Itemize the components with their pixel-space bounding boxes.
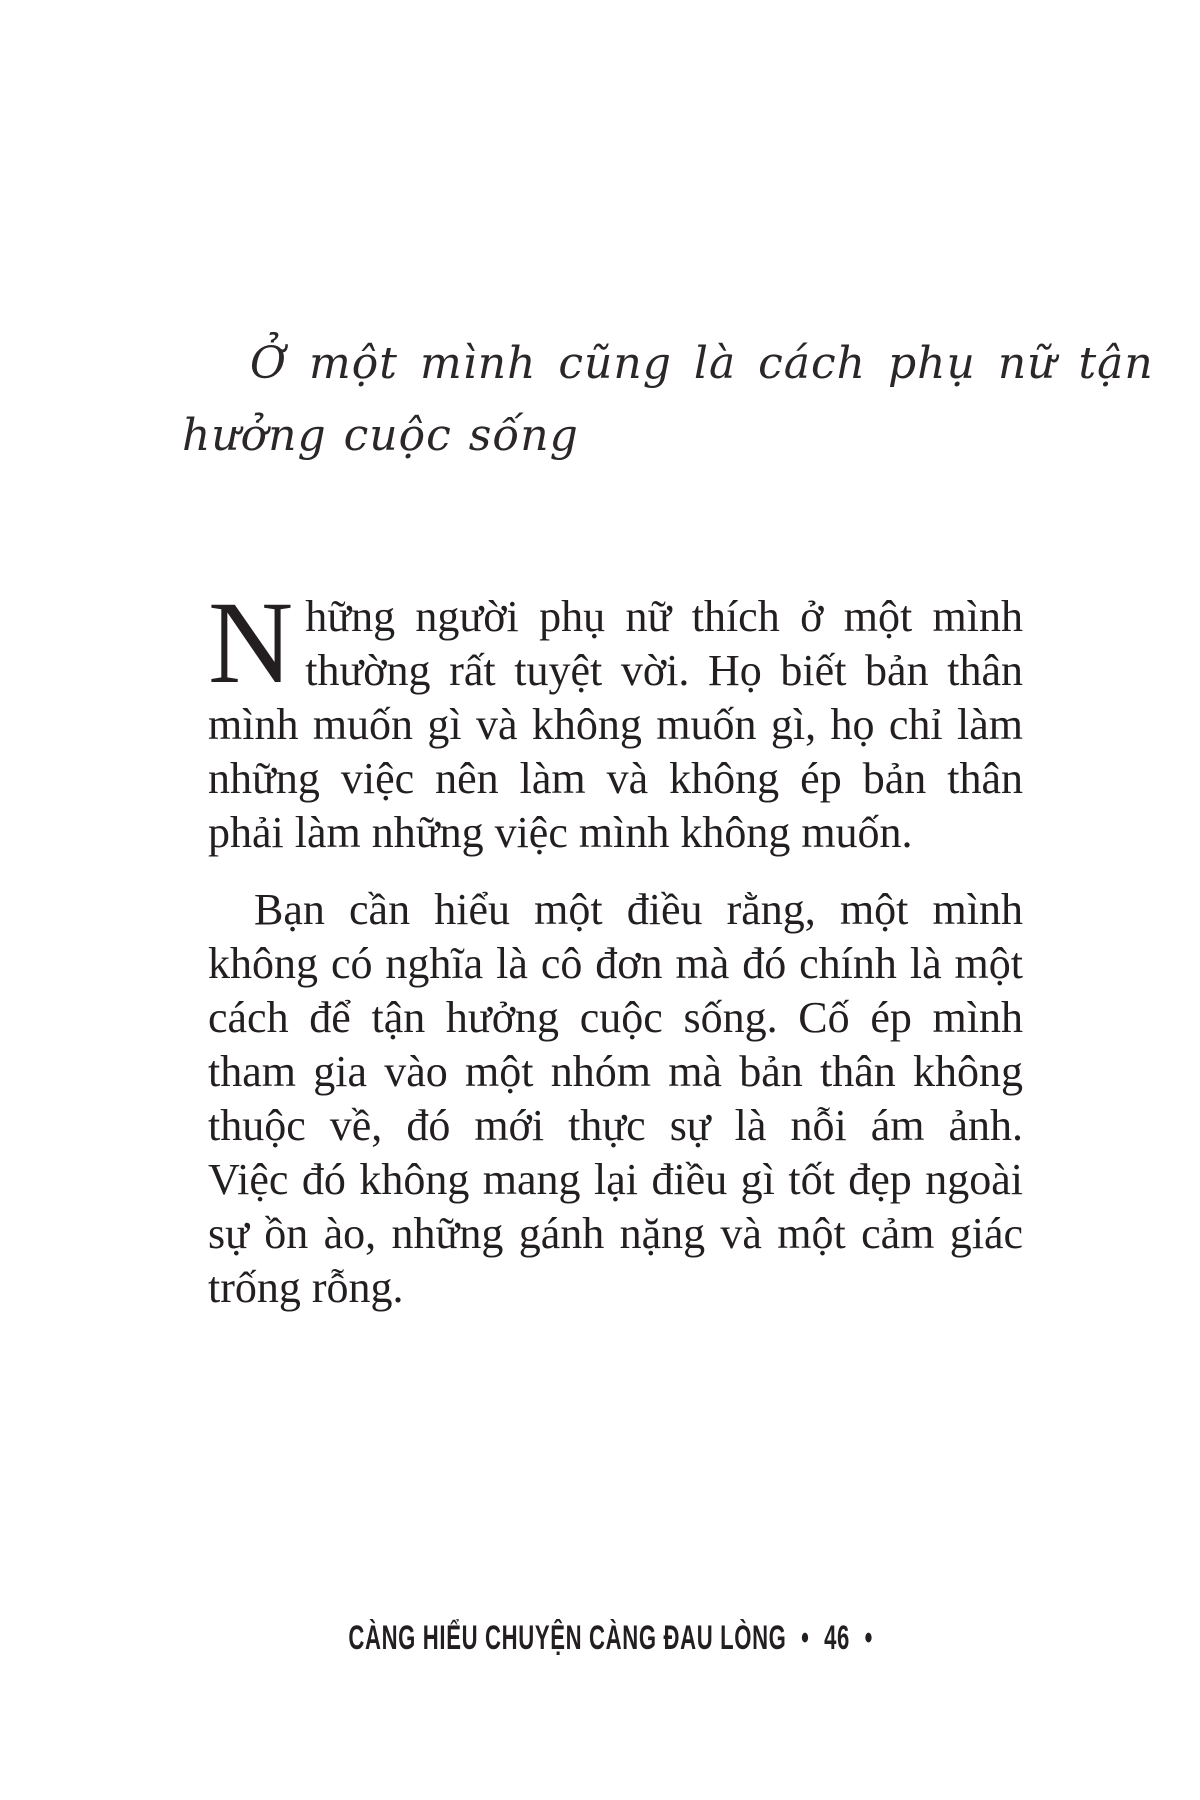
chapter-title-line-1: Ở một mình cũng là cách phụ nữ tận: [250, 338, 1154, 389]
body-line: Việc đó không mang lại điều gì tốt đẹp ngoài: [208, 1155, 1023, 1204]
body-line: hững người phụ nữ thích ở một mình: [305, 592, 1023, 641]
body-line: phải làm những việc mình không muốn.: [208, 808, 913, 857]
body-line: không có nghĩa là cô đơn mà đó chính là một: [208, 939, 1023, 988]
footer-bullet-icon: •: [801, 1619, 810, 1657]
paragraph-2: [208, 883, 1023, 1315]
body-line: Bạn cần hiểu một điều rằng, một mình: [254, 885, 1023, 934]
running-footer: [348, 1620, 880, 1656]
body-text: [208, 577, 1023, 1315]
body-line: cách để tận hưởng cuộc sống. Cố ép mình: [208, 993, 1023, 1042]
page-footer: [205, 1619, 873, 1657]
chapter-title-line-2: hưởng cuộc sống: [182, 410, 579, 461]
body-line: trống rỗng.: [208, 1263, 404, 1312]
footer-page-number: 46: [824, 1619, 850, 1657]
body-line: những việc nên làm và không ép bản thân: [208, 754, 1023, 803]
drop-cap: N: [208, 577, 294, 708]
footer-book-title: CÀNG HIỂU CHUYỆN CÀNG ĐAU LÒNG: [348, 1619, 787, 1657]
body-line: sự ồn ào, những gánh nặng và một cảm giác: [208, 1209, 1023, 1258]
body-line: thường rất tuyệt vời. Họ biết bản thân: [305, 646, 1023, 695]
paragraph-1: [208, 577, 1023, 860]
body-line: tham gia vào một nhóm mà bản thân không: [208, 1047, 1023, 1096]
body-line: thuộc về, đó mới thực sự là nỗi ám ảnh.: [208, 1101, 1023, 1150]
body-line: mình muốn gì và không muốn gì, họ chỉ làm: [208, 700, 1023, 749]
footer-bullet-icon: •: [864, 1619, 873, 1657]
